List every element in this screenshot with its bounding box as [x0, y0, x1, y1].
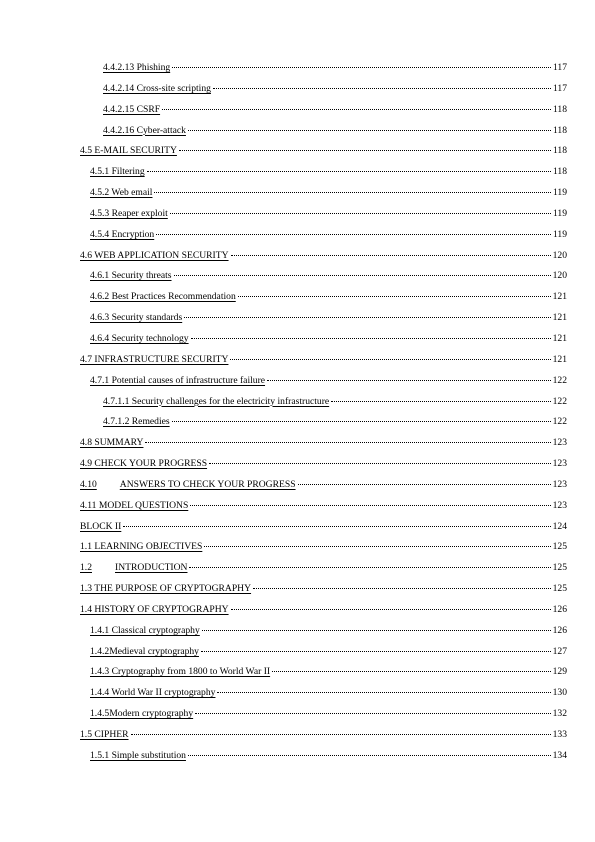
toc-entry-title[interactable] [103, 58, 170, 79]
toc-entry-title-text: 4.4.2.15 CSRF [103, 103, 161, 115]
toc-page-number: 117 [552, 62, 567, 73]
toc-page-number: 122 [552, 416, 567, 428]
toc-entry[interactable] [80, 329, 567, 350]
toc-page-number: 118 [552, 103, 567, 115]
toc-entry-title[interactable] [90, 746, 186, 767]
toc-entry-title[interactable] [90, 204, 168, 225]
toc-entry-title-text: 4.10 [80, 478, 97, 490]
toc-entry-title-text: 1.5.1 Simple substitution [90, 749, 186, 761]
toc-entry[interactable] [80, 642, 567, 663]
toc-dot-leader [172, 67, 551, 68]
toc-entry[interactable] [80, 371, 567, 392]
toc-entry[interactable] [80, 746, 567, 767]
toc-entry[interactable] [80, 287, 567, 308]
toc-entry-title[interactable] [80, 558, 187, 579]
toc-dot-leader [298, 484, 551, 485]
toc-entry-title-text: 1.4 HISTORY OF CRYPTOGRAPHY [80, 603, 229, 615]
toc-entry-title[interactable] [103, 412, 170, 433]
toc-entry[interactable] [80, 704, 567, 725]
toc-page-number: 121 [552, 353, 567, 365]
toc-entry-title[interactable] [80, 496, 188, 517]
toc-entry-title-text: 4.6.2 Best Practices Recommendation [90, 291, 236, 303]
toc-entry[interactable] [80, 162, 567, 183]
toc-dot-leader [154, 192, 550, 193]
toc-entry[interactable] [80, 475, 567, 496]
toc-entry-title-rest: ANSWERS TO CHECK YOUR PROGRESS [119, 478, 296, 490]
toc-entry-title-text: 1.5 CIPHER [80, 729, 129, 740]
toc-page-number: 117 [552, 82, 567, 94]
toc-entry-title[interactable] [103, 392, 329, 413]
toc-dot-leader [191, 338, 551, 339]
toc-page-number: 118 [552, 145, 567, 157]
toc-entry-title[interactable] [103, 100, 160, 121]
toc-entry-title[interactable] [80, 141, 177, 162]
toc-entry-title[interactable] [90, 266, 172, 287]
toc-page-number: 121 [552, 312, 567, 324]
toc-entry[interactable] [80, 100, 567, 121]
toc-dot-leader [230, 359, 550, 360]
toc-dot-leader [190, 505, 550, 506]
toc-dot-leader [238, 296, 551, 297]
toc-entry[interactable] [80, 225, 567, 246]
toc-page-number: 123 [552, 499, 567, 511]
toc-entry-title[interactable] [90, 642, 199, 663]
toc-entry[interactable] [80, 537, 567, 558]
toc-page-number: 120 [552, 249, 567, 261]
toc-page-number: 120 [552, 270, 567, 282]
toc-entry-title-text: 4.11 MODEL QUESTIONS [80, 499, 189, 511]
toc-page-number: 126 [552, 624, 567, 636]
toc-entry[interactable] [80, 246, 567, 267]
toc-entry-title[interactable] [90, 621, 200, 642]
toc-dot-leader [172, 421, 551, 422]
toc-entry-title-text: 4.5.1 Filtering [90, 166, 145, 178]
toc-page-number: 121 [552, 332, 567, 344]
toc-entry-title-rest: INTRODUCTION [115, 562, 188, 574]
toc-page-number: 126 [552, 603, 567, 615]
toc-page-number: 118 [552, 124, 567, 136]
toc-entry[interactable] [80, 496, 567, 517]
toc-entry-title[interactable] [80, 454, 207, 475]
toc-dot-leader [147, 171, 551, 172]
toc-page-number: 121 [552, 291, 567, 303]
toc-entry-title-text: 4.7.1.1 Security challenges for the electricity infrastructure [103, 395, 330, 407]
toc-dot-leader [170, 213, 551, 214]
toc-entry[interactable] [80, 621, 567, 642]
toc-entry-title-text: 1.4.1 Classical cryptography [90, 624, 200, 636]
toc-page-number: 127 [552, 645, 567, 657]
toc-dot-leader [231, 609, 551, 610]
toc-page-number: 118 [552, 166, 567, 178]
toc-entry-title-text: 1.2 [80, 562, 92, 574]
toc-entry[interactable] [80, 79, 567, 100]
toc-entry-title[interactable] [80, 579, 251, 600]
toc-entry-title-text: 1.3 THE PURPOSE OF CRYPTOGRAPHY [80, 583, 252, 595]
toc-page-number: 122 [552, 374, 567, 386]
toc-entry-title-text: 1.4.2Medieval cryptography [90, 645, 199, 657]
toc-page-number: 119 [552, 207, 567, 219]
toc-dot-leader [123, 526, 550, 527]
toc-entry-title-text: 4.4.2.16 Cyber-attack [103, 124, 186, 136]
toc-dot-leader [331, 401, 550, 402]
toc-dot-leader [145, 442, 550, 443]
toc-dot-leader [217, 692, 550, 693]
table-of-contents [80, 58, 567, 767]
toc-dot-leader [174, 275, 551, 276]
toc-dot-leader [272, 671, 551, 672]
toc-entry-title-text: 4.6.4 Security technology [90, 332, 189, 344]
toc-entry-title[interactable] [90, 329, 189, 350]
toc-entry-title-text: 1.1 LEARNING OBJECTIVES [80, 541, 203, 553]
toc-entry[interactable] [80, 579, 567, 600]
toc-page-number: 123 [552, 437, 567, 449]
toc-entry-title-text: 4.4.2.14 Cross-site scripting [103, 82, 211, 94]
toc-page-number: 119 [552, 228, 567, 240]
toc-page-number: 122 [552, 395, 567, 407]
toc-dot-leader [179, 150, 551, 151]
toc-entry-title-text: 4.8 SUMMARY [80, 437, 144, 449]
toc-entry[interactable] [80, 454, 567, 475]
toc-entry[interactable] [80, 600, 567, 621]
toc-entry[interactable] [80, 433, 567, 454]
toc-dot-leader [195, 713, 550, 714]
toc-entry[interactable] [80, 204, 567, 225]
toc-entry[interactable] [80, 350, 567, 371]
toc-entry-title-text: 4.5.3 Reaper exploit [90, 207, 168, 219]
toc-entry-title[interactable] [80, 433, 143, 454]
toc-page-number: 133 [552, 729, 567, 740]
toc-entry-title-text: 4.7.1.2 Remedies [103, 416, 170, 428]
toc-page-number: 134 [552, 749, 567, 761]
toc-page-number: 130 [552, 687, 567, 699]
toc-entry-title[interactable] [80, 725, 129, 746]
toc-entry-title-text: 4.6.3 Security standards [90, 312, 183, 324]
toc-page-number: 123 [552, 458, 567, 470]
toc-entry-title[interactable] [90, 308, 182, 329]
toc-dot-leader [189, 567, 550, 568]
toc-entry-title[interactable] [90, 662, 270, 683]
toc-entry[interactable] [80, 558, 567, 579]
toc-entry[interactable] [80, 308, 567, 329]
toc-dot-leader [213, 88, 551, 89]
toc-dot-leader [188, 130, 551, 131]
toc-entry-title[interactable] [103, 79, 211, 100]
toc-entry[interactable] [80, 412, 567, 433]
toc-entry-title-text: 4.4.2.13 Phishing [103, 62, 171, 73]
toc-entry-title[interactable] [90, 287, 236, 308]
toc-entry-title[interactable] [90, 704, 193, 725]
toc-entry[interactable] [80, 121, 567, 142]
toc-dot-leader [231, 255, 551, 256]
toc-entry-title-text: 1.4.4 World War II cryptography [90, 687, 216, 699]
toc-dot-leader [253, 588, 551, 589]
toc-entry-title[interactable] [80, 475, 296, 496]
toc-entry[interactable] [80, 266, 567, 287]
toc-entry-title[interactable] [80, 600, 229, 621]
toc-entry[interactable] [80, 683, 567, 704]
toc-dot-leader [209, 463, 551, 464]
toc-entry-title[interactable] [80, 246, 229, 267]
toc-entry-title-text: 4.7 INFRASTRUCTURE SECURITY [80, 353, 229, 365]
toc-entry[interactable] [80, 662, 567, 683]
toc-entry[interactable] [80, 58, 567, 79]
toc-entry-title-text: 4.6.1 Security threats [90, 270, 172, 282]
toc-entry[interactable] [80, 517, 567, 538]
toc-entry-title-text: 1.4.5Modern cryptography [90, 708, 194, 720]
toc-entry-title[interactable] [90, 183, 152, 204]
toc-entry-title[interactable] [80, 350, 228, 371]
toc-entry-title-text: 4.9 CHECK YOUR PROGRESS [80, 458, 208, 470]
toc-entry-title[interactable] [103, 121, 186, 142]
toc-entry-title-text: 4.6 WEB APPLICATION SECURITY [80, 249, 229, 261]
toc-entry[interactable] [80, 183, 567, 204]
toc-dot-leader [201, 651, 551, 652]
toc-entry-title-text: 4.7.1 Potential causes of infrastructure failure [90, 374, 266, 386]
toc-entry-title[interactable] [90, 162, 145, 183]
toc-page-number: 125 [552, 583, 567, 595]
toc-entry-title-text: 4.5.2 Web email [90, 187, 153, 199]
toc-entry-title[interactable] [90, 371, 265, 392]
toc-entry[interactable] [80, 141, 567, 162]
toc-page-number: 125 [552, 562, 567, 574]
toc-page-number: 129 [552, 666, 567, 678]
toc-dot-leader [184, 317, 550, 318]
toc-entry[interactable] [80, 725, 567, 746]
toc-dot-leader [202, 630, 551, 631]
toc-dot-leader [267, 380, 551, 381]
toc-page-number: 125 [552, 541, 567, 553]
toc-page-number: 123 [552, 478, 567, 490]
toc-entry-title[interactable] [80, 537, 202, 558]
toc-entry[interactable] [80, 392, 567, 413]
toc-page-number: 124 [552, 520, 567, 532]
toc-entry-title-text: 4.5 E-MAIL SECURITY [80, 145, 177, 157]
toc-entry-title-text: BLOCK II [80, 520, 122, 532]
toc-page-number: 132 [552, 708, 567, 720]
toc-page-number: 119 [552, 187, 567, 199]
toc-entry-title[interactable] [90, 683, 215, 704]
toc-dot-leader [162, 109, 551, 110]
toc-dot-leader [156, 234, 551, 235]
toc-entry-title-text: 1.4.3 Cryptography from 1800 to World War II [90, 666, 271, 678]
toc-dot-leader [188, 755, 551, 756]
toc-entry-title-text: 4.5.4 Encryption [90, 228, 155, 240]
toc-dot-leader [204, 546, 550, 547]
toc-entry-title[interactable] [80, 517, 121, 538]
toc-dot-leader [131, 734, 551, 735]
toc-entry-title[interactable] [90, 225, 154, 246]
